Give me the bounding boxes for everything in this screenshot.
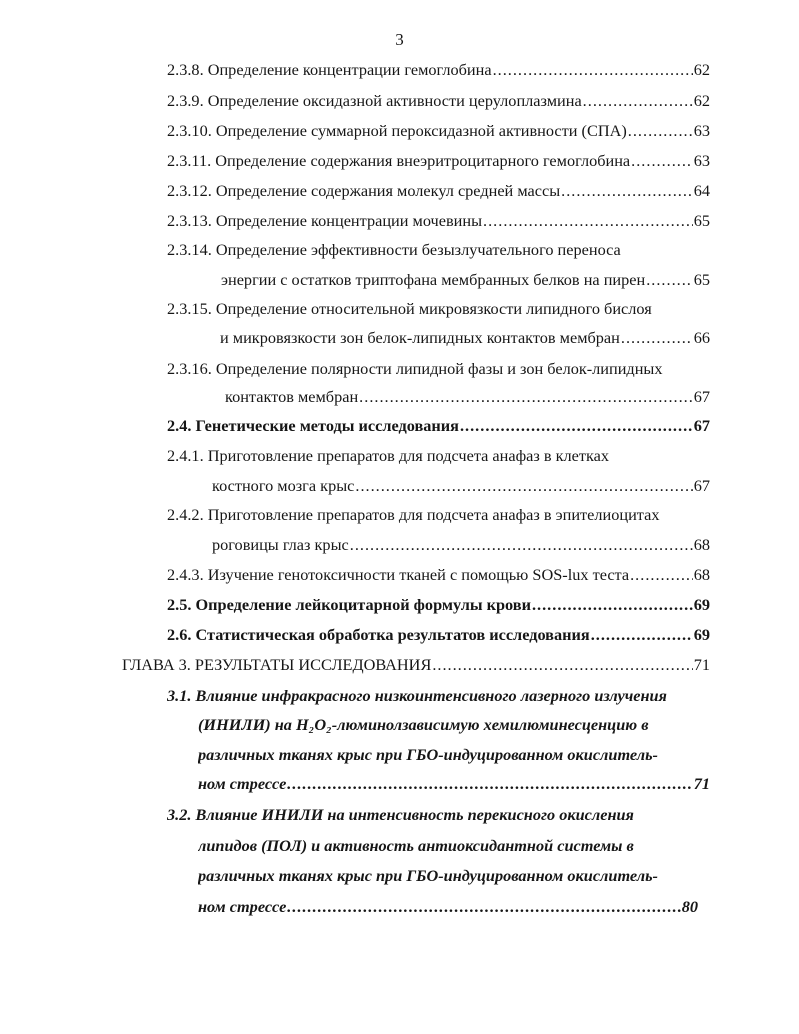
toc-entry-title: 2.4.3. Изучение генотоксичности тканей с помощью SOS-lux теста — [167, 565, 630, 584]
toc-entry-2-3-10 — [167, 121, 710, 141]
toc-entry-2-3-13 — [167, 211, 710, 231]
toc-entry-title: роговицы глаз крыс — [212, 535, 349, 554]
toc-entry-2-4-2-line1: 2.4.2. Приготовление препаратов для подсчета анафаз в эпителиоцитах — [167, 505, 660, 524]
dot-leader — [630, 565, 693, 585]
toc-entry-page: 69 — [693, 625, 710, 644]
toc-entry-2-3-14-line1: 2.3.14. Определение эффективности безызлучательного переноса — [167, 240, 621, 259]
toc-entry-title: ГЛАВА 3. РЕЗУЛЬТАТЫ ИССЛЕДОВАНИЯ — [122, 655, 432, 674]
toc-entry-2-3-16-line2 — [225, 387, 710, 407]
dot-leader — [432, 655, 692, 675]
dot-leader — [483, 211, 693, 231]
toc-section-3-2-line3: различных тканях крыс при ГБО-индуцированном окислитель- — [198, 866, 658, 885]
toc-entry-title: и микровязкости зон белок-липидных контактов мембран — [220, 328, 620, 347]
toc-entry-title: 2.4. Генетические методы исследования — [167, 416, 459, 435]
toc-entry-2-3-15-line1: 2.3.15. Определение относительной микровязкости липидного бислоя — [167, 299, 652, 318]
toc-entry-title: костного мозга крыс — [212, 476, 355, 495]
toc-entry-title: контактов мембран — [225, 387, 359, 406]
toc-section-3-1-line2: (ИНИЛИ) на H₂O₂-люминолзависимую хемилюминесценцию в — [198, 715, 649, 734]
dot-leader — [583, 91, 693, 111]
toc-entry-page: 63 — [693, 121, 710, 140]
toc-entry-page: 62 — [693, 91, 710, 110]
toc-entry-title: 2.5. Определение лейкоцитарной формулы крови — [167, 595, 531, 614]
toc-entry-title: энергии с остатков триптофана мембранных белков на пирен — [221, 270, 646, 289]
toc-entry-page: 67 — [693, 387, 710, 406]
toc-entry-title: 2.6. Статистическая обработка результатов исследования — [167, 625, 590, 644]
dot-leader — [460, 416, 693, 436]
toc-entry-title: 2.3.8. Определение концентрации гемоглобина — [167, 60, 492, 79]
page-number: 3 — [395, 30, 404, 49]
toc-entry-title: 2.3.10. Определение суммарной пероксидазной активности (СПА) — [167, 121, 627, 140]
dot-leader — [350, 535, 693, 555]
toc-entry-page: 71 — [693, 774, 710, 793]
toc-entry-2-3-9 — [167, 91, 710, 111]
toc-section-2-4 — [167, 416, 710, 436]
toc-chapter-3 — [122, 655, 710, 675]
toc-entry-title: ном стрессе — [198, 774, 287, 793]
toc-section-3-1-line3: различных тканях крыс при ГБО-индуцированном окислитель- — [198, 745, 658, 764]
toc-entry-2-4-1-line1: 2.4.1. Приготовление препаратов для подсчета анафаз в клетках — [167, 446, 610, 465]
toc-entry-page: 67 — [693, 416, 710, 435]
toc-entry-2-3-8 — [167, 60, 710, 80]
toc-section-3-2-line4 — [198, 897, 698, 917]
dot-leader — [287, 774, 692, 794]
toc-entry-page: 65 — [693, 270, 710, 289]
toc-section-3-1-line4 — [198, 774, 710, 794]
dot-leader — [355, 476, 692, 496]
dot-leader — [621, 328, 693, 348]
toc-entry-page: 62 — [693, 60, 710, 79]
dot-leader — [493, 60, 693, 80]
toc-entry-2-3-12 — [167, 181, 710, 201]
toc-section-2-6 — [167, 625, 710, 645]
toc-entry-page: 68 — [693, 565, 710, 584]
dot-leader — [561, 181, 693, 201]
toc-entry-2-3-11 — [167, 151, 710, 171]
toc-section-3-2-line2: липидов (ПОЛ) и активность антиоксидантной системы в — [198, 836, 634, 855]
toc-entry-title: 2.3.12. Определение содержания молекул средней массы — [167, 181, 561, 200]
toc-entry-page: 68 — [693, 535, 710, 554]
dot-leader — [359, 387, 693, 407]
dot-leader — [591, 625, 693, 645]
toc-section-3-1-line1: 3.1. Влияние инфракрасного низкоинтенсивного лазерного излучения — [167, 686, 667, 705]
toc-section-2-5 — [167, 595, 710, 615]
toc-entry-page: 63 — [693, 151, 710, 170]
dot-leader — [628, 121, 693, 141]
dot-leader — [287, 897, 680, 917]
toc-entry-2-3-16-line1: 2.3.16. Определение полярности липидной фазы и зон белок-липидных — [167, 359, 663, 378]
toc-entry-page: 64 — [693, 181, 710, 200]
toc-section-3-2-line1: 3.2. Влияние ИНИЛИ на интенсивность перекисного окисления — [167, 805, 634, 824]
toc-entry-2-3-15-line2 — [220, 328, 710, 348]
toc-entry-page: 67 — [693, 476, 710, 495]
toc-entry-title: ном стрессе — [198, 897, 287, 916]
dot-leader — [646, 270, 693, 290]
toc-entry-page: 80 — [681, 897, 698, 916]
dot-leader — [532, 595, 693, 615]
toc-entry-2-4-2-line2 — [212, 535, 710, 555]
toc-entry-page: 65 — [693, 211, 710, 230]
toc-entry-page: 69 — [693, 595, 710, 614]
toc-entry-title: 2.3.11. Определение содержания внеэритроцитарного гемоглобина — [167, 151, 631, 170]
toc-entry-page: 66 — [693, 328, 710, 347]
dot-leader — [631, 151, 693, 171]
toc-entry-2-4-1-line2 — [212, 476, 710, 496]
toc-entry-title: 2.3.13. Определение концентрации мочевины — [167, 211, 483, 230]
toc-entry-2-4-3 — [167, 565, 710, 585]
toc-entry-title: 2.3.9. Определение оксидазной активности церулоплазмина — [167, 91, 582, 110]
toc-entry-2-3-14-line2 — [221, 270, 710, 290]
toc-entry-page: 71 — [693, 655, 710, 674]
